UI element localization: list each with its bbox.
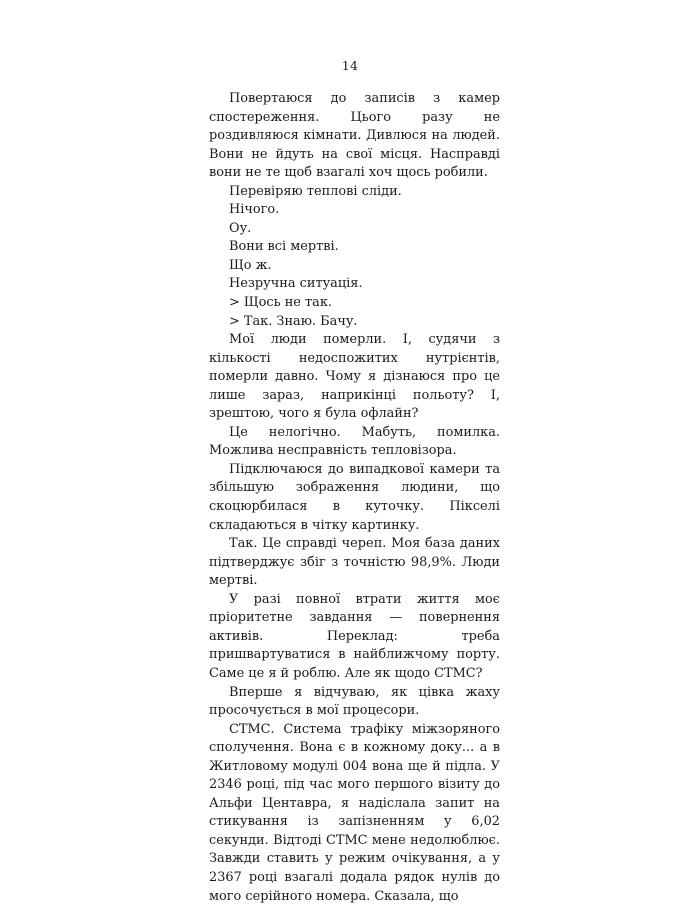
paragraph: Це нелогічно. Мабуть, помилка. Можлива несправність тепловізора. bbox=[209, 424, 500, 459]
paragraph: Так. Це справді череп. Моя база даних підтверджує збіг з точністю 98,9%. Люди мертві. bbox=[209, 536, 500, 589]
paragraph: Перевіряю теплові сліди. bbox=[229, 183, 402, 199]
paragraph: СТМС. Система трафіку міжзоряного сполучення. Вона є в кожному доку... а в Житловому модулі 004 вона ще й підла. У 2346 році, під час мого першого візиту до Альфи Центавра, я надіслала запит на стикування із запізненням у 6,02 секунди. Відтоді СТМС мене недолюблює. Завжди ставить у режим очікування, а у 2367 році взагалі додала рядок нулів до мого серійного номера. Сказала, що bbox=[209, 721, 500, 904]
paragraph: У разі повної втрати життя моє пріоритетне завдання — повернення активів. Переклад: треба пришвартуватися в найближчому порту. Саме це я й роблю. Але як щодо СТМС? bbox=[209, 591, 500, 681]
paragraph: Оу. bbox=[229, 220, 252, 236]
dialogue-line: > Так. Знаю. Бачу. bbox=[229, 313, 358, 329]
paragraph: Повертаюся до записів з камер спостереження. Цього разу не роздивляюся кімнати. Дивлюся на людей. Вони не йдуть на свої місця. Насправді вони не те щоб взагалі хоч щось робили. bbox=[209, 91, 500, 181]
paragraph: Нічого. bbox=[229, 202, 280, 218]
paragraph: Мої люди померли. І, судячи з кількості недоспожитих нутрієнтів, померли давно. Чому я дізнаюся про це лише зараз, наприкінці польоту? І, зрештою, чого я була офлайн? bbox=[209, 332, 500, 422]
paragraph: Вперше я відчуваю, як цівка жаху просочується в мої процесори. bbox=[209, 684, 500, 719]
paragraph: Незручна ситуація. bbox=[229, 276, 363, 292]
dialogue-line: > Щось не так. bbox=[229, 295, 332, 311]
paragraph: Вони всі мертві. bbox=[229, 239, 339, 255]
page-text bbox=[209, 90, 500, 906]
page-number: 14 bbox=[341, 58, 359, 73]
paragraph: Підключаюся до випадкової камери та збільшую зображення людини, що скоцюрбилася в куточку. Пікселі складаються в чітку картинку. bbox=[209, 461, 500, 533]
paragraph: Що ж. bbox=[229, 257, 272, 273]
